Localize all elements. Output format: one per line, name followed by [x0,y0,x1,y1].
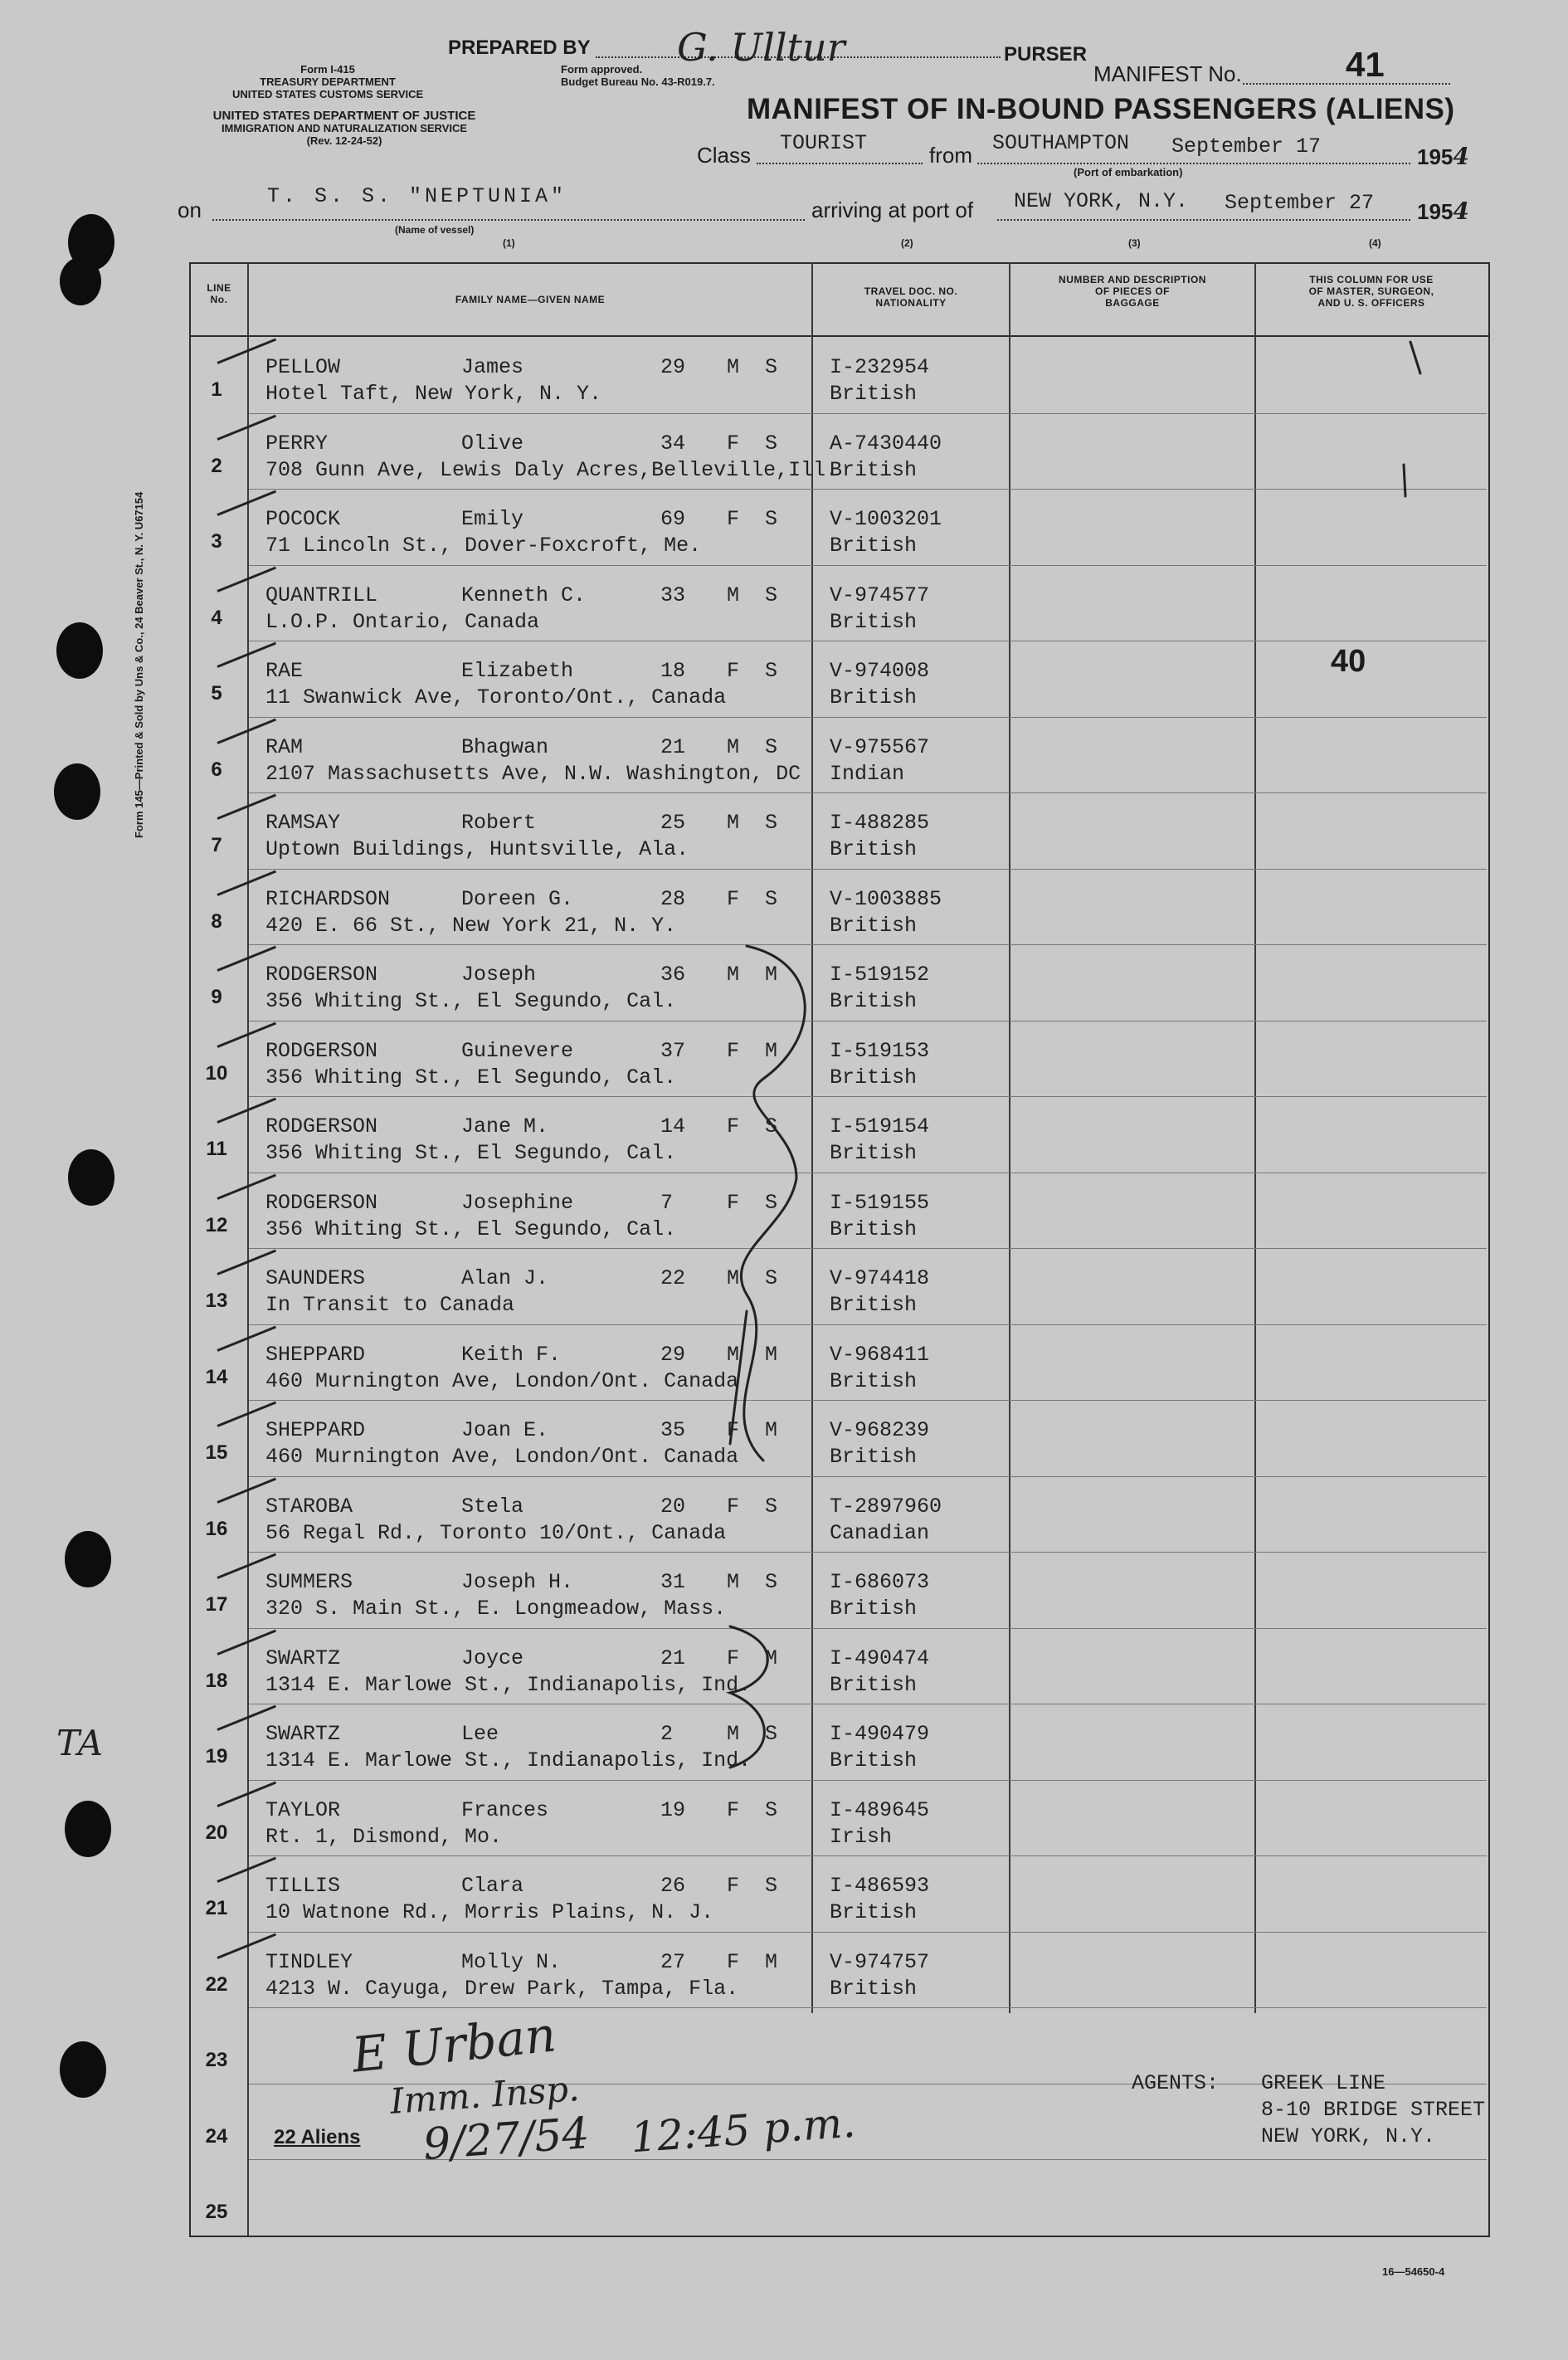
side-printer-note: Form 145—Printed & Sold by Uns & Co., 24 Beaver St., N. Y. U67154 [133,491,145,838]
row-number: 22 [205,1972,228,1996]
passenger-given-name: Frances [461,1797,549,1822]
passenger-address: 11 Swanwick Ave, Toronto/Ont., Canada [265,685,727,709]
travel-doc-number: I-686073 [830,1570,930,1594]
passenger-family-name: RAE [265,659,304,683]
stamp-time: 12:45 p.m. [629,2098,857,2163]
passenger-given-name: Lee [461,1722,499,1746]
row-number: 25 [205,2201,228,2223]
passenger-sex: M [727,1266,740,1290]
passenger-marital-status: S [765,1874,778,1898]
passenger-address: L.O.P. Ontario, Canada [265,609,540,634]
passenger-nationality: British [830,989,918,1013]
passenger-marital-status: S [765,659,778,683]
passenger-nationality: British [830,457,918,482]
passenger-nationality: British [830,1597,918,1621]
passenger-given-name: Joan E. [461,1418,549,1442]
passenger-age: 33 [660,583,686,607]
row-number: 14 [205,1365,228,1388]
inspector-signature: E Urban [349,2006,559,2084]
passenger-family-name: PERRY [265,431,329,456]
row-rule [249,413,1487,414]
passenger-given-name: Bhagwan [461,734,549,759]
stamp-date: 9/27/54 [421,2109,592,2170]
passenger-family-name: SHEPPARD [265,1342,366,1367]
passenger-age: 26 [660,1874,686,1898]
punch-hole-2 [60,257,101,305]
passenger-sex: F [727,886,740,911]
row-number: 11 [206,1138,227,1160]
form-revision: (Rev. 12-24-52) [306,134,382,147]
embarkation-note: (Port of embarkation) [1074,166,1183,178]
passenger-age: 27 [660,1949,686,1974]
passenger-nationality: British [830,382,918,406]
passenger-sex: M [727,583,740,607]
inspector-title: Imm. Insp. [388,2068,581,2122]
passenger-given-name: Alan J. [461,1266,549,1290]
passenger-age: 20 [660,1494,686,1519]
passenger-nationality: British [830,609,918,634]
passenger-address: 708 Gunn Ave, Lewis Daly Acres,Belleville,Ill. [265,457,839,482]
punch-hole-4 [54,763,100,820]
passenger-address: Hotel Taft, New York, N. Y. [265,382,602,406]
approval-block [561,63,715,88]
passenger-given-name: Joseph H. [461,1570,574,1594]
passenger-age: 21 [660,734,686,759]
col-num-1: (1) [503,237,515,249]
passenger-address: 56 Regal Rd., Toronto 10/Ont., Canada [265,1520,727,1545]
arrival-date: September 27 [1225,191,1375,215]
passenger-address: 460 Murnington Ave, London/Ont. Canada [265,1368,739,1393]
col-num-2: (2) [901,237,913,249]
passenger-nationality: British [830,1368,918,1393]
passenger-marital-status: M [765,1418,778,1442]
passenger-sex: F [727,1797,740,1822]
passenger-sex: F [727,1038,740,1063]
form-approved: Form approved. [561,63,643,76]
passenger-family-name: PELLOW [265,355,341,379]
row-number: 16 [205,1517,228,1540]
passenger-nationality: British [830,1748,918,1772]
passenger-marital-status: M [765,963,778,987]
aliens-total: 22 Aliens [274,2126,361,2148]
travel-doc-number: I-488285 [830,811,930,835]
passenger-nationality: British [830,1900,918,1924]
manifest-title: MANIFEST OF IN-BOUND PASSENGERS (ALIENS) [747,93,1455,125]
row-rule [249,792,1487,793]
passenger-marital-status: S [765,355,778,379]
passenger-nationality: British [830,1976,918,2001]
col-num-3: (3) [1128,237,1141,249]
agent-line-2: 8-10 BRIDGE STREET [1261,2098,1486,2122]
punch-hole-3 [56,622,103,679]
passenger-marital-status: M [765,1342,778,1367]
passenger-address: 10 Watnone Rd., Morris Plains, N. J. [265,1900,714,1924]
passenger-age: 37 [660,1038,686,1063]
passenger-address: 420 E. 66 St., New York 21, N. Y. [265,913,677,938]
row-number: 10 [205,1061,228,1085]
passenger-address: 356 Whiting St., El Segundo, Cal. [265,989,677,1013]
passenger-given-name: Clara [461,1874,524,1898]
passenger-marital-status: S [765,1114,778,1139]
passenger-marital-status: S [765,1266,778,1290]
passenger-marital-status: S [765,886,778,911]
travel-doc-number: I-519152 [830,963,930,987]
passenger-nationality: British [830,534,918,558]
table-header-rule [189,335,1488,337]
passenger-nationality: British [830,1141,918,1165]
form-number: Form I-415 [300,63,355,76]
col-num-4: (4) [1369,237,1381,249]
travel-doc-number: V-975567 [830,734,930,759]
passenger-sex: F [727,1114,740,1139]
doj-name: UNITED STATES DEPARTMENT OF JUSTICE [212,109,476,123]
passenger-sex: M [727,811,740,835]
col-divider-baggage [1254,262,1256,2013]
punch-hole-8 [60,2041,106,2098]
row-number: 1 [211,378,222,401]
from-label: from [929,143,972,168]
passenger-address: 320 S. Main St., E. Longmeadow, Mass. [265,1597,727,1621]
punch-hole-7 [65,1801,111,1857]
passenger-marital-status: S [765,431,778,456]
arrival-year [1417,197,1469,225]
passenger-age: 7 [660,1190,674,1215]
agent-line-1: GREEK LINE [1261,2071,1386,2095]
row-rule [249,1096,1487,1097]
passenger-address: 71 Lincoln St., Dover-Foxcroft, Me. [265,534,702,558]
passenger-family-name: RAM [265,734,304,759]
travel-doc-number: V-968411 [830,1342,930,1367]
punch-hole-5 [68,1149,114,1206]
passenger-given-name: Olive [461,431,524,456]
passenger-sex: F [727,1190,740,1215]
class-dotline [757,163,923,164]
passenger-family-name: SWARTZ [265,1722,341,1746]
col-divider-name [811,262,813,2013]
arrival-year-prefix: 195 [1417,199,1454,224]
from-year [1417,143,1469,170]
passenger-given-name: Guinevere [461,1038,574,1063]
passenger-family-name: SAUNDERS [265,1266,366,1290]
row-number: 12 [205,1213,228,1236]
arrival-port: NEW YORK, N.Y. [1014,189,1189,213]
passenger-given-name: Josephine [461,1190,574,1215]
form-id-block [232,63,423,100]
passenger-sex: M [727,1722,740,1746]
travel-doc-number: V-974008 [830,659,930,683]
travel-doc-number: I-519153 [830,1038,930,1063]
passenger-sex: F [727,1646,740,1670]
row-rule [249,1552,1487,1553]
passenger-given-name: Stela [461,1494,524,1519]
passenger-given-name: Elizabeth [461,659,574,683]
row-number: 13 [205,1290,228,1312]
form-code: 16—54650-4 [1382,2265,1445,2278]
row-number: 6 [211,758,222,781]
class-label: Class [697,143,752,168]
punch-hole-6 [65,1531,111,1587]
ins-name: IMMIGRATION AND NATURALIZATION SERVICE [221,122,468,134]
row-number: 17 [205,1593,228,1616]
from-date: September 17 [1171,134,1322,158]
passenger-family-name: RICHARDSON [265,886,391,911]
passenger-given-name: Joseph [461,963,537,987]
manifest-table [189,262,1490,2237]
travel-doc-number: V-974577 [830,583,930,607]
travel-doc-number: I-486593 [830,1874,930,1898]
passenger-given-name: Emily [461,507,524,531]
prepared-by-label: PREPARED BY [448,37,591,59]
travel-doc-number: T-2897960 [830,1494,942,1519]
arrival-dotline [997,219,1410,221]
passenger-family-name: RODGERSON [265,1190,378,1215]
passenger-family-name: TAYLOR [265,1797,341,1822]
passenger-marital-status: S [765,1570,778,1594]
col-divider-line-no [247,262,249,2236]
travel-doc-number: V-974418 [830,1266,930,1290]
passenger-address: 2107 Massachusetts Ave, N.W. Washington, DC [265,761,801,786]
passenger-marital-status: S [765,734,778,759]
on-label: on [178,197,202,222]
passenger-family-name: RODGERSON [265,1038,378,1063]
manifest-no-label: MANIFEST No. [1093,61,1242,86]
row-rule [249,944,1487,945]
agent-line-3: NEW YORK, N.Y. [1261,2124,1436,2148]
row-rule [249,717,1487,718]
budget-bureau: Budget Bureau No. 43-R019.7. [561,76,715,88]
passenger-sex: M [727,355,740,379]
passenger-marital-status: S [765,1797,778,1822]
arriving-label: arriving at port of [811,197,974,222]
passenger-given-name: Robert [461,811,537,835]
passenger-marital-status: S [765,811,778,835]
passenger-family-name: SUMMERS [265,1570,353,1594]
travel-doc-number: I-489645 [830,1797,930,1822]
colhead-baggage: NUMBER AND DESCRIPTION OF PIECES OF BAGGAGE [1059,274,1206,309]
passenger-address: 356 Whiting St., El Segundo, Cal. [265,1217,677,1241]
passenger-family-name: SHEPPARD [265,1418,366,1442]
class-value: TOURIST [780,131,868,155]
passenger-address: 1314 E. Marlowe St., Indianapolis, Ind. [265,1748,752,1772]
manifest-no-value: 41 [1346,45,1385,84]
passenger-age: 25 [660,811,686,835]
row-number: 15 [205,1441,228,1464]
row-number: 18 [205,1669,228,1692]
passenger-sex: M [727,1342,740,1367]
passenger-nationality: British [830,1445,918,1469]
travel-doc-number: V-1003201 [830,507,942,531]
passenger-nationality: British [830,1293,918,1317]
travel-doc-number: V-1003885 [830,886,942,911]
travel-doc-number: I-519154 [830,1114,930,1139]
passenger-sex: F [727,431,740,456]
passenger-marital-status: M [765,1646,778,1670]
row-number: 4 [211,606,222,629]
passenger-nationality: British [830,1065,918,1090]
row-number: 20 [205,1821,228,1844]
travel-doc-number: V-968239 [830,1418,930,1442]
passenger-given-name: Joyce [461,1646,524,1670]
row-rule [249,1628,1487,1629]
passenger-family-name: TILLIS [265,1874,341,1898]
passenger-age: 36 [660,963,686,987]
passenger-marital-status: S [765,1722,778,1746]
passenger-family-name: POCOCK [265,507,341,531]
passenger-sex: F [727,1949,740,1974]
passenger-age: 18 [660,659,686,683]
row-number: 8 [211,909,222,933]
vessel-dotline [212,219,805,221]
row-rule [249,1324,1487,1325]
row-number: 24 [205,2124,228,2148]
passenger-sex: M [727,963,740,987]
customs-service: UNITED STATES CUSTOMS SERVICE [232,88,424,100]
row-number: 3 [211,530,222,553]
passenger-age: 34 [660,431,686,456]
passenger-age: 29 [660,1342,686,1367]
passenger-given-name: Kenneth C. [461,583,587,607]
travel-doc-number: I-490474 [830,1646,930,1670]
passenger-given-name: Molly N. [461,1949,562,1974]
row-number: 5 [211,682,222,705]
passenger-address: 460 Murnington Ave, London/Ont. Canada [265,1445,739,1469]
agents-label: AGENTS: [1132,2071,1220,2095]
passenger-sex: F [727,1418,740,1442]
passenger-age: 21 [660,1646,686,1670]
passenger-address: 4213 W. Cayuga, Drew Park, Tampa, Fla. [265,1976,739,2001]
row-number: 7 [211,834,222,856]
passenger-nationality: British [830,913,918,938]
passenger-age: 22 [660,1266,686,1290]
passenger-age: 19 [660,1797,686,1822]
passenger-address: 1314 E. Marlowe St., Indianapolis, Ind. [265,1672,752,1697]
officer-count-note: 40 [1331,644,1366,679]
colhead-name: FAMILY NAME—GIVEN NAME [455,294,606,305]
row-rule [249,489,1487,490]
row-number: 19 [205,1745,228,1768]
vessel-note: (Name of vessel) [395,224,475,236]
passenger-sex: F [727,1494,740,1519]
passenger-age: 14 [660,1114,686,1139]
travel-doc-number: I-490479 [830,1722,930,1746]
arrival-year-suffix: 4 [1453,197,1469,225]
row-rule [249,869,1487,870]
treasury-dept: TREASURY DEPARTMENT [260,76,396,88]
passenger-family-name: QUANTRILL [265,583,378,607]
from-year-prefix: 195 [1417,144,1454,169]
margin-mark: TA [56,1723,104,1763]
passenger-nationality: British [830,1672,918,1697]
purser-label: PURSER [1004,43,1088,66]
row-rule [249,1932,1487,1933]
row-rule [249,2007,1487,2008]
passenger-marital-status: S [765,1190,778,1215]
passenger-sex: F [727,1874,740,1898]
passenger-sex: M [727,734,740,759]
travel-doc-number: V-974757 [830,1949,930,1974]
passenger-address: 356 Whiting St., El Segundo, Cal. [265,1065,677,1090]
row-rule [249,1476,1487,1477]
travel-doc-number: I-519155 [830,1190,930,1215]
from-port: SOUTHAMPTON [992,131,1130,155]
passenger-age: 28 [660,886,686,911]
doj-block [174,110,514,147]
passenger-given-name: Jane M. [461,1114,549,1139]
colhead-line-no: LINE No. [207,282,231,305]
passenger-address: 356 Whiting St., El Segundo, Cal. [265,1141,677,1165]
passenger-address: In Transit to Canada [265,1293,515,1317]
passenger-age: 29 [660,355,686,379]
travel-doc-number: I-232954 [830,355,930,379]
row-rule [249,1248,1487,1249]
passenger-sex: F [727,659,740,683]
passenger-nationality: Indian [830,761,905,786]
colhead-travel-doc: TRAVEL DOC. NO. NATIONALITY [864,285,958,309]
from-year-suffix: 4 [1453,143,1469,170]
prepared-by-signature: G. Ulltur [677,25,845,70]
passenger-family-name: STAROBA [265,1494,353,1519]
row-number: 2 [211,454,222,477]
passenger-family-name: RAMSAY [265,811,341,835]
passenger-marital-status: S [765,507,778,531]
passenger-given-name: Doreen G. [461,886,574,911]
travel-doc-number: A-7430440 [830,431,942,456]
col-divider-doc [1009,262,1010,2013]
passenger-age: 69 [660,507,686,531]
passenger-sex: M [727,1570,740,1594]
passenger-address: Rt. 1, Dismond, Mo. [265,1824,503,1849]
passenger-family-name: RODGERSON [265,1114,378,1139]
passenger-sex: F [727,507,740,531]
passenger-age: 35 [660,1418,686,1442]
passenger-given-name: James [461,355,524,379]
passenger-family-name: TINDLEY [265,1949,353,1974]
row-number: 23 [205,2049,228,2071]
row-number: 9 [211,986,222,1008]
passenger-marital-status: M [765,1949,778,1974]
passenger-age: 2 [660,1722,674,1746]
from-dotline [977,163,1410,164]
passenger-age: 31 [660,1570,686,1594]
passenger-given-name: Keith F. [461,1342,562,1367]
colhead-officers: THIS COLUMN FOR USE OF MASTER, SURGEON, AND U. S. OFFICERS [1308,274,1434,309]
passenger-nationality: British [830,1217,918,1241]
passenger-nationality: British [830,685,918,709]
passenger-nationality: Canadian [830,1520,930,1545]
row-rule [249,1855,1487,1856]
passenger-address: Uptown Buildings, Huntsville, Ala. [265,837,689,861]
row-number: 21 [205,1897,228,1919]
vessel-name: T. S. S. "NEPTUNIA" [267,184,567,208]
row-rule [249,565,1487,566]
passenger-marital-status: M [765,1038,778,1063]
passenger-marital-status: S [765,1494,778,1519]
passenger-nationality: British [830,837,918,861]
passenger-family-name: SWARTZ [265,1646,341,1670]
row-rule [249,1400,1487,1401]
passenger-nationality: Irish [830,1824,893,1849]
passenger-family-name: RODGERSON [265,963,378,987]
row-rule [249,1021,1487,1022]
passenger-marital-status: S [765,583,778,607]
row-rule [249,1780,1487,1781]
